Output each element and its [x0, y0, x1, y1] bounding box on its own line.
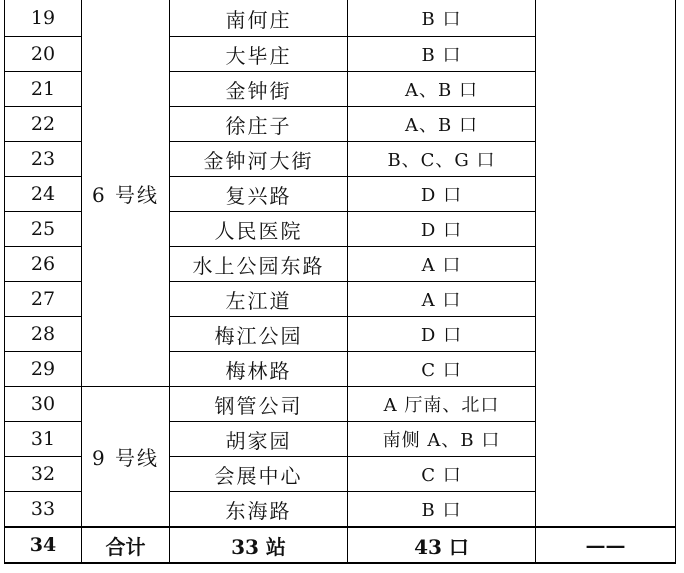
station-name: 大毕庄 [170, 37, 348, 72]
row-number: 30 [5, 387, 82, 422]
row-number: 21 [5, 72, 82, 107]
total-remark: —— [536, 527, 676, 563]
station-name: 胡家园 [170, 422, 348, 457]
exit-info: B 口 [348, 492, 536, 528]
exit-info: A 口 [348, 282, 536, 317]
row-number: 33 [5, 492, 82, 528]
total-stations: 33 站 [170, 527, 348, 563]
total-label: 合计 [82, 527, 170, 563]
station-name: 水上公园东路 [170, 247, 348, 282]
station-name: 徐庄子 [170, 107, 348, 142]
total-exits: 43 口 [348, 527, 536, 563]
row-number: 23 [5, 142, 82, 177]
exit-info: D 口 [348, 177, 536, 212]
exit-info: C 口 [348, 457, 536, 492]
exit-info: B、C、G 口 [348, 142, 536, 177]
table-row [5, 0, 676, 37]
exit-info: B 口 [348, 37, 536, 72]
row-number: 20 [5, 37, 82, 72]
row-number: 31 [5, 422, 82, 457]
total-row [5, 527, 676, 563]
station-name: 会展中心 [170, 457, 348, 492]
row-number: 26 [5, 247, 82, 282]
exit-info: D 口 [348, 317, 536, 352]
exit-info: A、B 口 [348, 107, 536, 142]
row-number: 27 [5, 282, 82, 317]
station-table [4, 0, 676, 564]
row-number: 32 [5, 457, 82, 492]
exit-info: 南侧 A、B 口 [348, 422, 536, 457]
exit-info: A 厅南、北口 [348, 387, 536, 422]
station-name: 金钟河大街 [170, 142, 348, 177]
station-name: 梅林路 [170, 352, 348, 387]
station-name: 复兴路 [170, 177, 348, 212]
station-name: 梅江公园 [170, 317, 348, 352]
row-number: 24 [5, 177, 82, 212]
row-number: 29 [5, 352, 82, 387]
station-name: 南何庄 [170, 0, 348, 37]
exit-info: D 口 [348, 212, 536, 247]
exit-info: B 口 [348, 0, 536, 37]
station-name: 钢管公司 [170, 387, 348, 422]
total-number: 34 [5, 527, 82, 563]
exit-info: A、B 口 [348, 72, 536, 107]
row-number: 22 [5, 107, 82, 142]
station-name: 金钟街 [170, 72, 348, 107]
station-name: 东海路 [170, 492, 348, 528]
line-cell-9: 9 号线 [82, 387, 170, 528]
remark-cell [536, 0, 676, 527]
row-number: 28 [5, 317, 82, 352]
station-name: 人民医院 [170, 212, 348, 247]
row-number: 25 [5, 212, 82, 247]
row-number: 19 [5, 0, 82, 37]
station-name: 左江道 [170, 282, 348, 317]
exit-info: A 口 [348, 247, 536, 282]
exit-info: C 口 [348, 352, 536, 387]
line-cell-6: 6 号线 [82, 0, 170, 387]
